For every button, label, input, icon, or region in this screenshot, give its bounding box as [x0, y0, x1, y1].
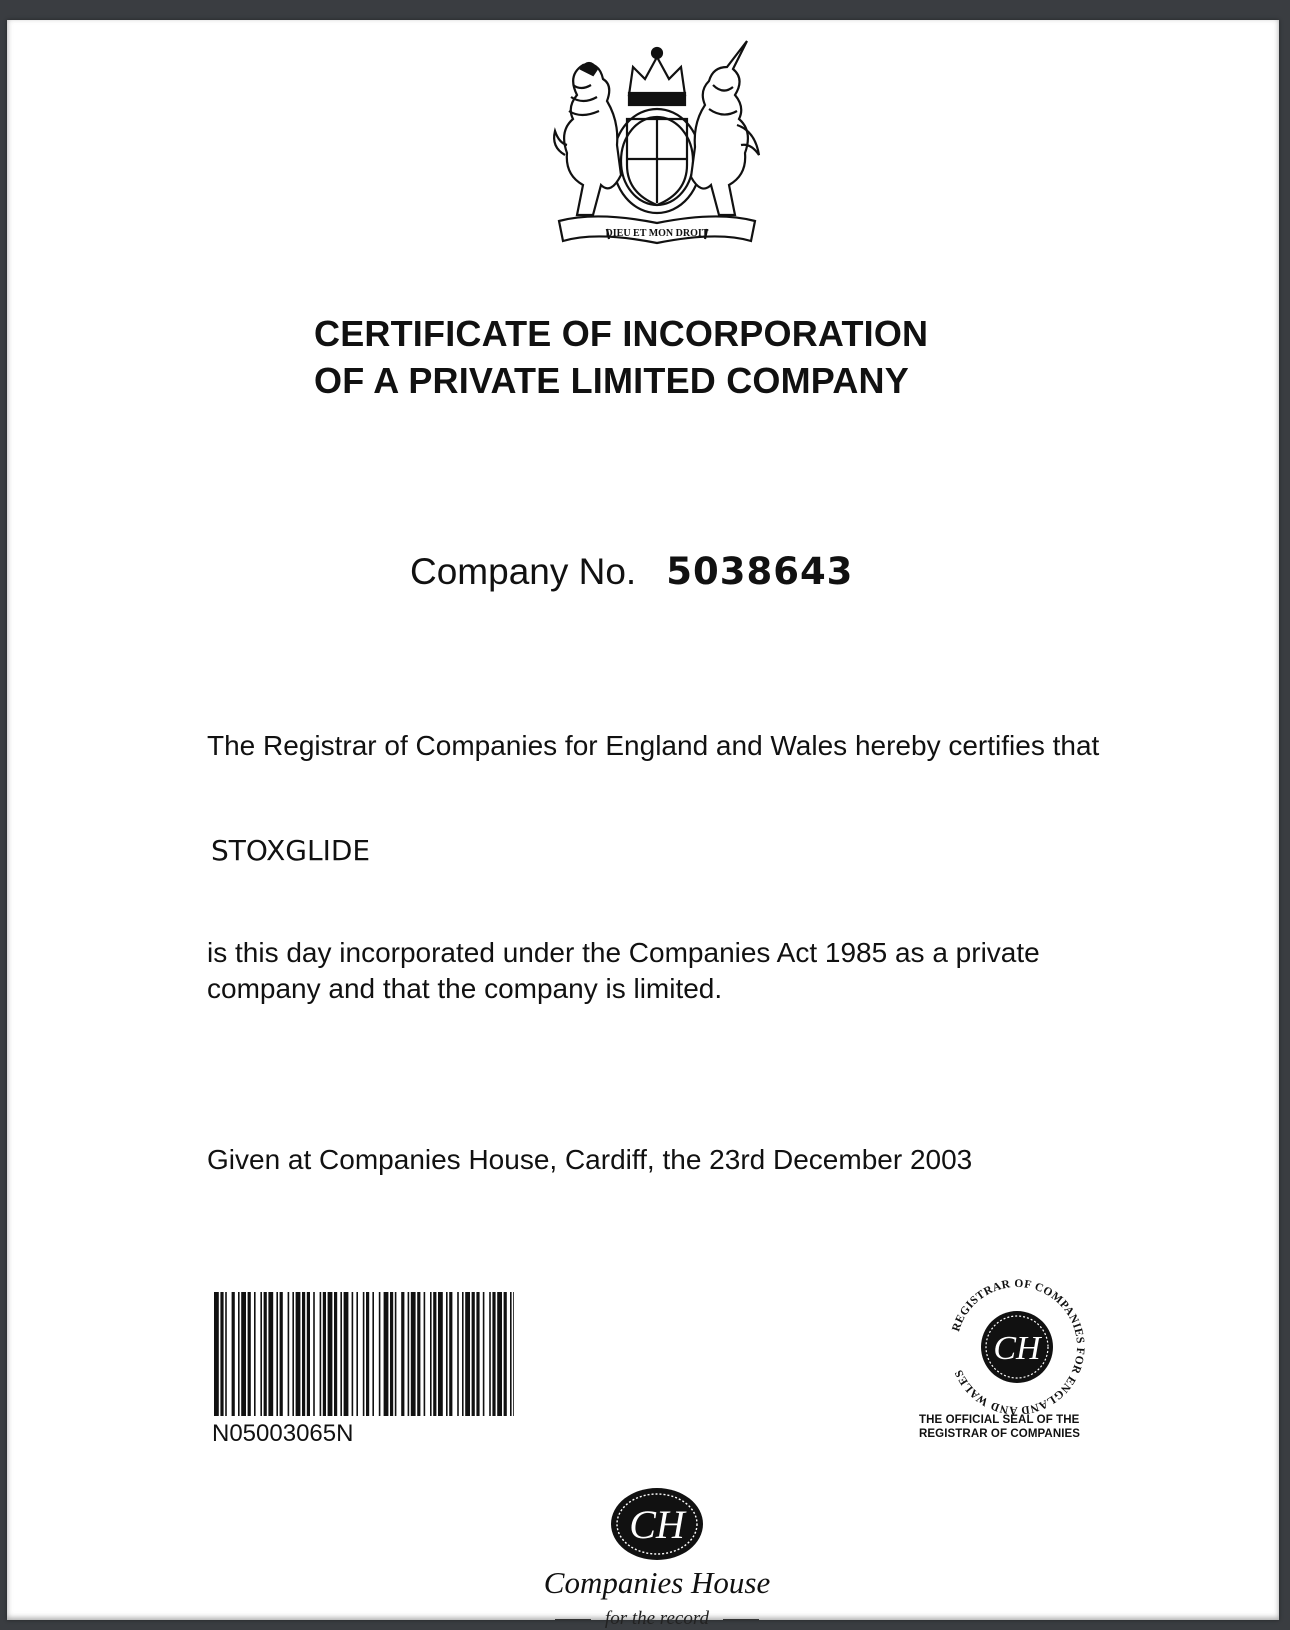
barcode-bar	[232, 1292, 235, 1416]
barcode-bar	[433, 1292, 436, 1416]
barcode-bar	[492, 1292, 495, 1416]
barcode-bar	[225, 1292, 227, 1416]
companies-house-name: Companies House	[543, 1565, 771, 1600]
barcode-bar	[430, 1292, 432, 1416]
barcode-bar	[424, 1292, 426, 1416]
barcode-bar	[446, 1292, 448, 1416]
title-line-1: CERTIFICATE OF INCORPORATION	[314, 313, 929, 354]
tagline-text: for the record	[604, 1608, 710, 1629]
seal-monogram: CH	[993, 1330, 1041, 1367]
given-at-statement: Given at Companies House, Cardiff, the 23rd December 2003	[207, 1144, 973, 1175]
royal-coat-of-arms-icon	[537, 35, 777, 245]
barcode-bar	[497, 1292, 502, 1416]
barcode-bar	[417, 1292, 420, 1416]
barcode-bar	[302, 1292, 305, 1416]
certifies-statement: The Registrar of Companies for England and Wales hereby certifies that	[207, 730, 1100, 761]
barcode-bar	[214, 1292, 219, 1416]
barcode-bar	[489, 1292, 491, 1416]
barcode-bar	[292, 1292, 294, 1416]
incorporation-line-1: is this day incorporated under the Companies Act 1985 as a private	[207, 937, 1040, 968]
incorporation-statement	[207, 935, 1040, 1007]
barcode-bar	[356, 1292, 358, 1416]
barcode-bar	[379, 1292, 381, 1416]
seal-caption-line-2: REGISTRAR OF COMPANIES	[919, 1428, 1081, 1440]
company-number-label: Company No.	[410, 551, 637, 592]
barcode-bar	[438, 1292, 443, 1416]
barcode-bar	[320, 1292, 322, 1416]
barcode-bar	[449, 1292, 452, 1416]
barcode-bar	[248, 1292, 251, 1416]
barcode-bar	[395, 1292, 397, 1416]
barcode-bar	[476, 1292, 479, 1416]
barcode-bar	[344, 1292, 349, 1416]
barcode-bar	[366, 1292, 369, 1416]
barcode-bar	[513, 1292, 514, 1416]
barcode-bar	[465, 1292, 470, 1416]
barcode-number: N05003065N	[212, 1420, 354, 1447]
companies-house-tagline	[507, 1608, 807, 1630]
barcode-bar	[472, 1292, 475, 1416]
barcode-bar	[462, 1292, 464, 1416]
barcode-bar	[260, 1292, 262, 1416]
barcode-bar	[384, 1292, 389, 1416]
barcode-bar	[313, 1292, 315, 1416]
barcode-bar	[254, 1292, 256, 1416]
barcode-bar	[296, 1292, 301, 1416]
seal-caption-line-1: THE OFFICIAL SEAL OF THE	[919, 1414, 1080, 1426]
barcode-bar	[334, 1292, 337, 1416]
barcode-bar	[307, 1292, 310, 1416]
crest-motto: DIEU ET MON DROIT	[605, 228, 709, 239]
barcode-bar	[280, 1292, 283, 1416]
barcode-bar	[241, 1292, 246, 1416]
barcode-bar	[411, 1292, 416, 1416]
barcode-bar	[238, 1292, 240, 1416]
barcode-bar	[401, 1292, 404, 1416]
barcode-bar	[363, 1292, 365, 1416]
tagline-rule-right	[723, 1619, 759, 1620]
registrar-seal-icon	[937, 1275, 1097, 1415]
incorporation-line-2: company and that the company is limited.	[207, 973, 723, 1004]
barcode-bar	[457, 1292, 459, 1416]
barcode-bar	[408, 1292, 410, 1416]
barcode-bar	[372, 1292, 374, 1416]
barcode-bar	[510, 1292, 512, 1416]
company-number-value: 5038643	[666, 550, 854, 593]
seal-ring-text: REGISTRAR OF COMPANIES FOR ENGLAND AND WALES	[950, 1277, 1087, 1415]
company-name: STOXGLIDE	[211, 834, 371, 867]
barcode-bar	[352, 1292, 354, 1416]
barcode-bar	[340, 1292, 342, 1416]
barcode-icon	[214, 1292, 514, 1416]
barcode-bar	[268, 1292, 273, 1416]
barcode-bar	[264, 1292, 267, 1416]
title-line-2: OF A PRIVATE LIMITED COMPANY	[314, 360, 909, 401]
logo-monogram: CH	[629, 1502, 685, 1547]
seal-caption	[919, 1413, 1119, 1441]
barcode-bar	[220, 1292, 223, 1416]
barcode-bar	[390, 1292, 393, 1416]
barcode-bar	[504, 1292, 507, 1416]
barcode-bar	[328, 1292, 333, 1416]
barcode-bar	[288, 1292, 290, 1416]
company-number-row	[410, 550, 853, 593]
barcode-bar	[483, 1292, 485, 1416]
tagline-rule-left	[555, 1619, 591, 1620]
certificate-title	[314, 310, 928, 404]
barcode-bar	[323, 1292, 326, 1416]
barcode-bar	[276, 1292, 278, 1416]
companies-house-logo-icon	[607, 1484, 707, 1564]
certificate-page	[7, 20, 1279, 1629]
